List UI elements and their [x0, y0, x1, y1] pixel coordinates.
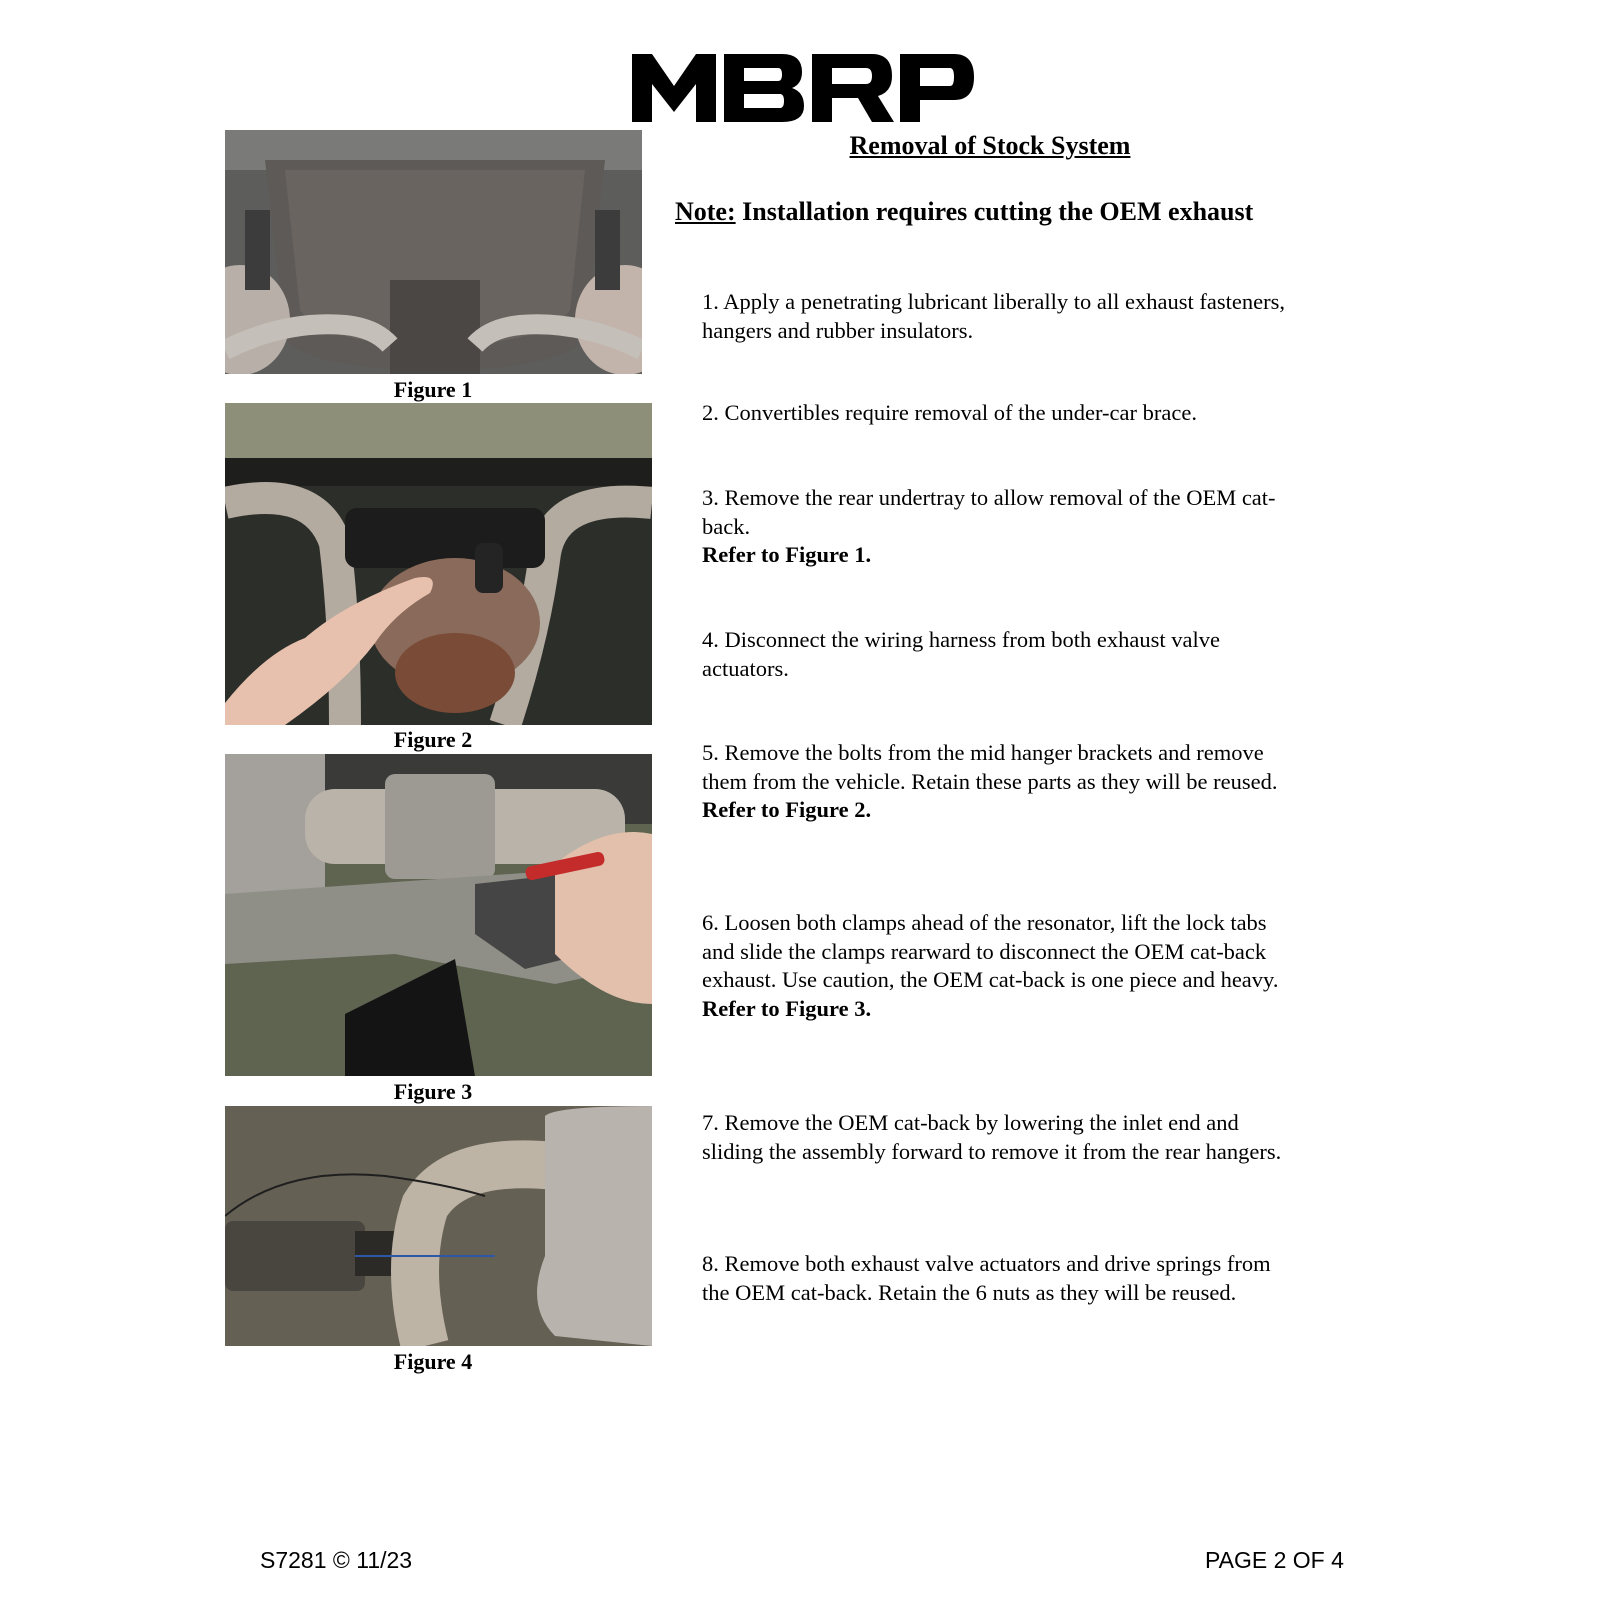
- figure-1-photo: [225, 130, 642, 374]
- figure-2-caption: Figure 2: [393, 727, 473, 752]
- document-code: S7281 © 11/23: [260, 1547, 413, 1573]
- step-6-reference: Refer to Figure 3.: [702, 995, 872, 1021]
- step-8: [702, 1250, 1302, 1307]
- step-6: [702, 909, 1302, 1023]
- step-5: [702, 739, 1302, 825]
- note-text: Installation requires cutting the OEM exhaust: [735, 197, 1254, 226]
- step-2: [702, 399, 1302, 428]
- figure-4-photo: [225, 1106, 652, 1346]
- page-number: PAGE 2 OF 4: [1205, 1547, 1344, 1573]
- note-line: [675, 197, 1355, 227]
- mbrp-logo: [632, 52, 977, 124]
- figure-1-caption: Figure 1: [393, 377, 473, 402]
- step-4-text: 4. Disconnect the wiring harness from both exhaust valve actuators.: [702, 627, 1220, 681]
- step-5-reference: Refer to Figure 2.: [702, 797, 872, 822]
- section-title: Removal of Stock System: [849, 131, 1131, 160]
- step-4: [702, 626, 1302, 683]
- figure-4-caption: Figure 4: [393, 1349, 473, 1374]
- step-7-text: 7. Remove the OEM cat-back by lowering the inlet end and sliding the assembly forward to remove it from the rear hangers.: [702, 1110, 1282, 1164]
- figure-2-photo: [225, 403, 652, 725]
- figure-3-caption: Figure 3: [393, 1079, 473, 1104]
- note-label: Note:: [675, 197, 736, 226]
- step-6-text: 6. Loosen both clamps ahead of the resonator, lift the lock tabs and slide the clamps rearward to disconnect the OEM cat-back exhaust. Use caution, the OEM cat-back is one piece and heavy.: [702, 910, 1279, 992]
- step-1-text: 1. Apply a penetrating lubricant liberally to all exhaust fasteners, hangers and rubber insulators.: [702, 289, 1285, 343]
- figure-3-photo: [225, 754, 652, 1076]
- mbrp-logo-graphic: [632, 52, 977, 124]
- step-3: [702, 484, 1302, 570]
- step-2-text: 2. Convertibles require removal of the under-car brace.: [702, 400, 1197, 425]
- step-8-text: 8. Remove both exhaust valve actuators and drive springs from the OEM cat-back. Retain the 6 nuts as they will be reused.: [702, 1251, 1271, 1305]
- step-3-text: 3. Remove the rear undertray to allow removal of the OEM cat-back.: [702, 485, 1276, 539]
- step-7: [702, 1109, 1302, 1166]
- step-3-reference: Refer to Figure 1.: [702, 542, 872, 567]
- step-5-text: 5. Remove the bolts from the mid hanger brackets and remove them from the vehicle. Retain these parts as they will be reused.: [702, 740, 1278, 794]
- step-1: [702, 288, 1302, 345]
